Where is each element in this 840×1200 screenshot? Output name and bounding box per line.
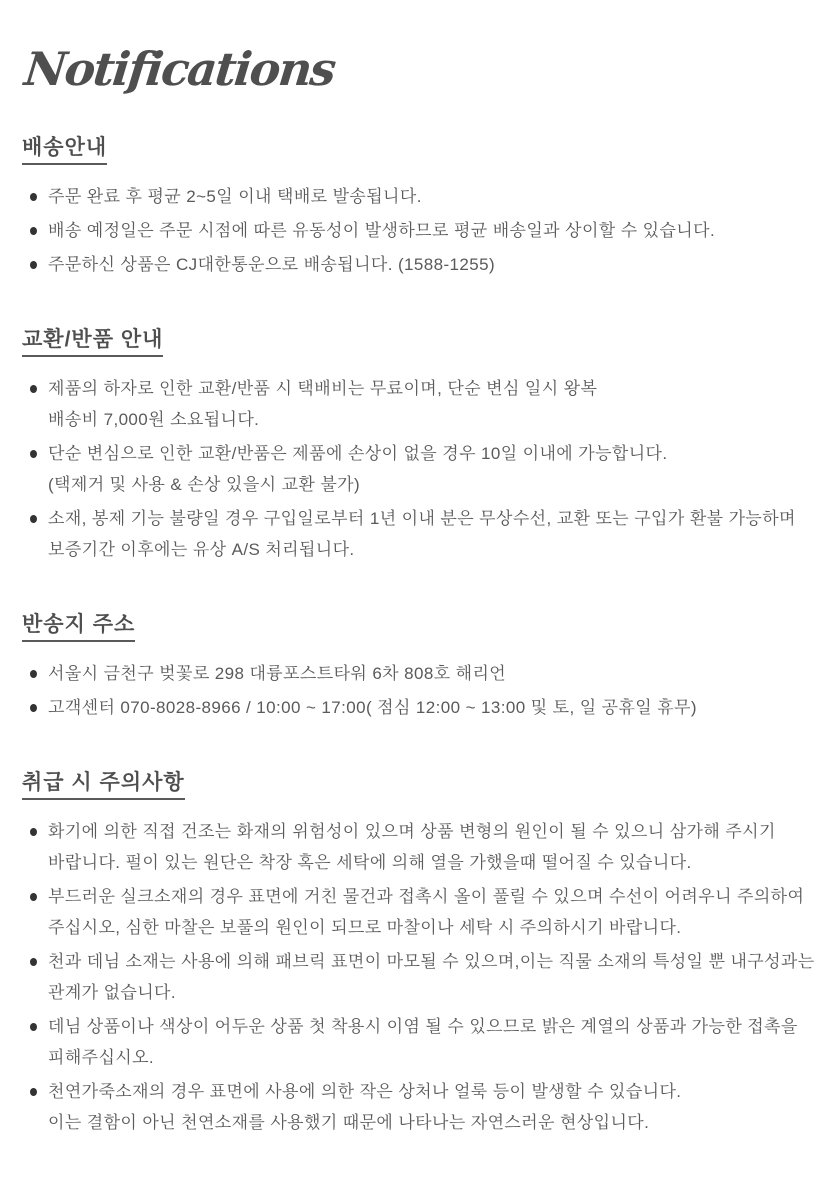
list-item [30,946,820,1008]
list-item [30,658,820,689]
list-item [30,881,820,943]
list-item [30,438,820,500]
list-item-line: 주십시오, 심한 마찰은 보풀의 원인이 되므로 마찰이나 세탁 시 주의하시기 바랍니다. [48,918,682,938]
section-exchange-return [22,328,820,565]
list-item-line: 단순 변심으로 인한 교환/반품은 제품에 손상이 없을 경우 10일 이내에 가능합니다. [48,444,668,464]
list-item-line: 이는 결함이 아닌 천연소재를 사용했기 때문에 나타나는 자연스러운 현상입니다. [48,1113,650,1133]
return-address-list [22,658,820,723]
section-shipping-info [22,136,820,280]
list-item-line: 데님 상품이나 색상이 어두운 상품 첫 착용시 이염 될 수 있으므로 밝은 계열의 상품과 가능한 접촉을 [48,1017,798,1037]
list-item [30,692,820,723]
list-item-line: 주문하신 상품은 CJ대한통운으로 배송됩니다. (1588-1255) [48,255,496,275]
section-heading-shipping: 배송안내 [22,136,107,165]
list-item-line: 소재, 봉제 기능 불량일 경우 구입일로부터 1년 이내 분은 무상수선, 교환 또는 구입가 환불 가능하며 [48,509,796,529]
section-return-address [22,613,820,723]
list-item-line: 피해주십시오. [48,1048,155,1068]
bullet-icon [30,385,37,393]
bullet-icon [30,515,37,523]
bullet-icon [30,1088,37,1096]
list-item [30,373,820,435]
list-item-line: 관계가 없습니다. [48,983,176,1003]
list-item-line: 배송비 7,000원 소요됩니다. [48,410,260,430]
section-handling-precautions [22,771,820,1138]
section-heading-handling: 취급 시 주의사항 [22,771,185,800]
list-item-line: 바랍니다. 펄이 있는 원단은 착장 혹은 세탁에 의해 열을 가했을때 떨어질 수 있습니다. [48,853,692,873]
list-item-line: 부드러운 실크소재의 경우 표면에 거친 물건과 접촉시 올이 풀릴 수 있으며 수선이 어려우니 주의하여 [48,887,805,907]
list-item-line: 고객센터 070-8028-8966 / 10:00 ~ 17:00( 점심 12:00 ~ 13:00 및 토, 일 공휴일 휴무) [48,698,697,718]
notifications-logo-text: Notifications [22,42,337,96]
shipping-list [22,181,820,280]
list-item-line: 보증기간 이후에는 유상 A/S 처리됩니다. [48,540,355,560]
list-item [30,1011,820,1073]
handling-precautions-list [22,816,820,1138]
list-item [30,181,820,212]
notifications-logo [22,42,820,122]
bullet-icon [30,261,37,269]
bullet-icon [30,828,37,836]
list-item-line: 천연가죽소재의 경우 표면에 사용에 의한 작은 상처나 얼룩 등이 발생할 수 있습니다. [48,1082,682,1102]
bullet-icon [30,1023,37,1031]
bullet-icon [30,227,37,235]
list-item [30,1076,820,1138]
list-item-line: 제품의 하자로 인한 교환/반품 시 택배비는 무료이며, 단순 변심 일시 왕복 [48,379,598,399]
bullet-icon [30,450,37,458]
bullet-icon [30,958,37,966]
list-item-line: 천과 데님 소재는 사용에 의해 패브릭 표면이 마모될 수 있으며,이는 직물 소재의 특성일 뿐 내구성과는 [48,952,815,972]
bullet-icon [30,704,37,712]
list-item [30,249,820,280]
list-item-line: 서울시 금천구 벚꽃로 298 대륭포스트타워 6차 808호 해리언 [48,664,507,684]
list-item-line: 주문 완료 후 평균 2~5일 이내 택배로 발송됩니다. [48,187,422,207]
list-item-line: 배송 예정일은 주문 시점에 따른 유동성이 발생하므로 평균 배송일과 상이할 수 있습니다. [48,221,716,241]
section-heading-return-address: 반송지 주소 [22,613,135,642]
list-item-line: 화기에 의한 직접 건조는 화재의 위험성이 있으며 상품 변형의 원인이 될 수 있으니 삼가해 주시기 [48,822,776,842]
list-item [30,503,820,565]
bullet-icon [30,893,37,901]
exchange-return-list [22,373,820,565]
bullet-icon [30,193,37,201]
list-item [30,215,820,246]
list-item-line: (택제거 및 사용 & 손상 있을시 교환 불가) [48,475,361,495]
list-item [30,816,820,878]
bullet-icon [30,670,37,678]
section-heading-exchange-return: 교환/반품 안내 [22,328,163,357]
